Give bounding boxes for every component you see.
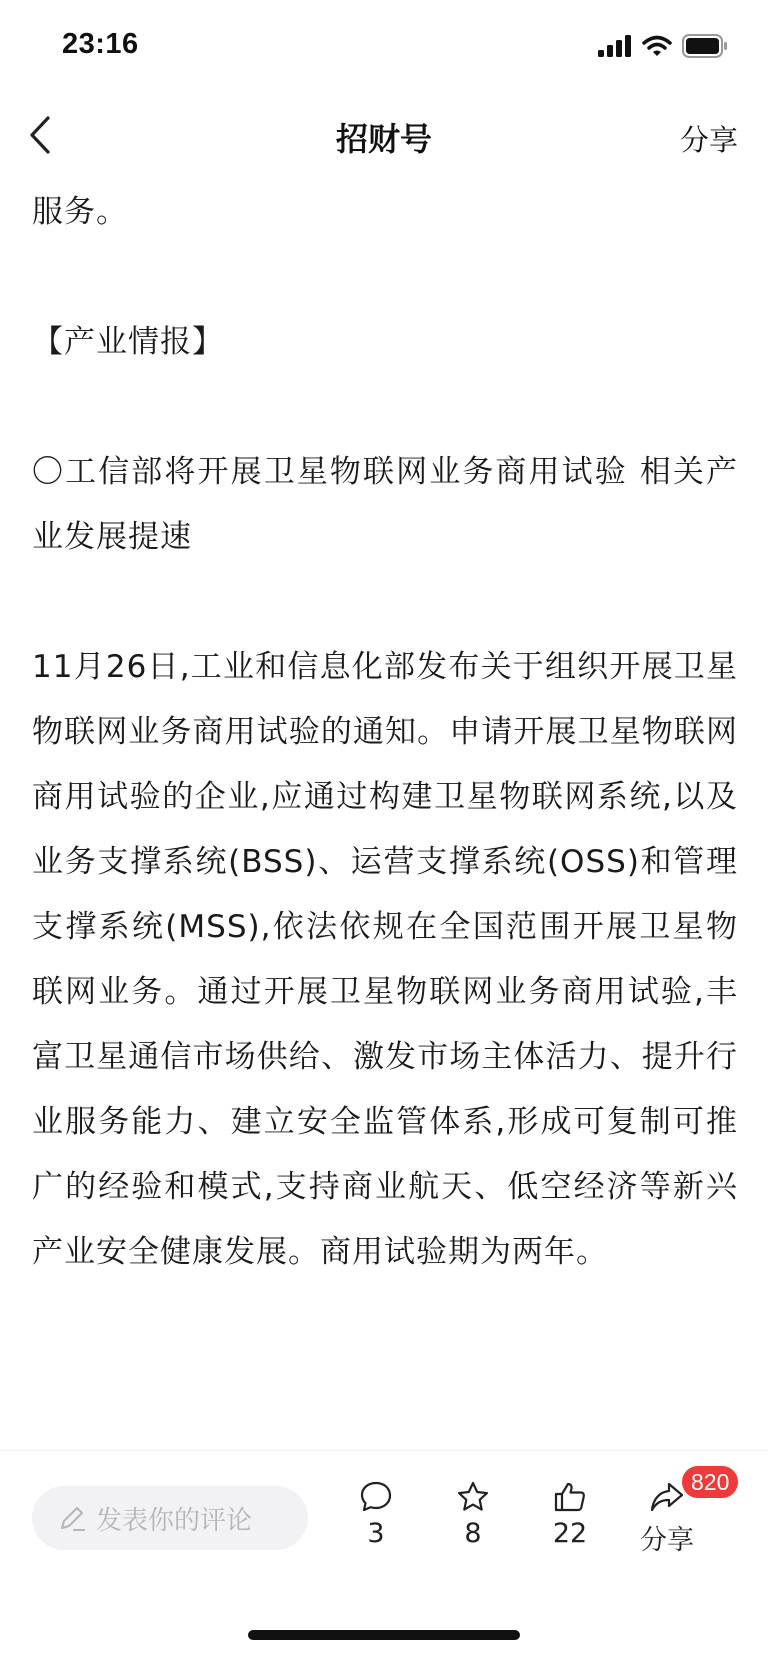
pencil-icon: [58, 1504, 86, 1532]
status-icons: [598, 34, 728, 62]
comments-button[interactable]: [336, 1480, 416, 1549]
favorite-button[interactable]: [433, 1480, 513, 1549]
article-body: [32, 180, 738, 1410]
wifi-icon: [642, 35, 672, 61]
thumbs-up-icon: [553, 1480, 587, 1514]
news-headline: 〇工信部将开展卫星物联网业务商用试验 相关产业发展提速: [32, 454, 738, 555]
bottom-action-bar: [0, 1450, 768, 1580]
status-bar: [0, 0, 768, 100]
article-paragraph: 服务。: [32, 194, 128, 230]
status-time: 23:16: [62, 28, 139, 60]
comment-placeholder: 发表你的评论: [96, 1505, 253, 1536]
like-button[interactable]: [530, 1480, 610, 1549]
article-paragraph: 11月26日,工业和信息化部发布关于组织开展卫星物联网业务商用试验的通知。申请开展卫星物联网商用试验的企业,应通过构建卫星物联网系统,以及业务支撑系统(BSS)、运营支撑系统(OSS)和管理支撑系统(MSS),依法依规在全国范围开展卫星物联网业务。通过开展卫星物联网业务商用试验,丰富卫星通信市场供给、激发市场主体活力、提升行业服务能力、建立安全监管体系,形成可复制可推广的经验和模式,支持商业航天、低空经济等新兴产业安全健康发展。商用试验期为两年。: [32, 649, 738, 1270]
star-icon: [456, 1480, 490, 1514]
comment-input[interactable]: [32, 1486, 308, 1550]
share-count-badge: 820: [680, 1464, 740, 1500]
comments-count: 3: [367, 1518, 385, 1549]
home-indicator: [248, 1630, 520, 1640]
comment-bubble-icon: [359, 1480, 393, 1514]
cellular-signal-icon: [598, 35, 632, 61]
section-heading: 【产业情报】: [32, 324, 224, 360]
nav-bar: [0, 100, 768, 180]
share-label: 分享: [640, 1525, 694, 1556]
likes-count: 22: [552, 1518, 588, 1549]
favorites-count: 8: [464, 1518, 482, 1549]
page-title: 招财号: [335, 120, 432, 158]
share-button[interactable]: 分享: [679, 123, 738, 157]
battery-icon: [682, 34, 728, 62]
